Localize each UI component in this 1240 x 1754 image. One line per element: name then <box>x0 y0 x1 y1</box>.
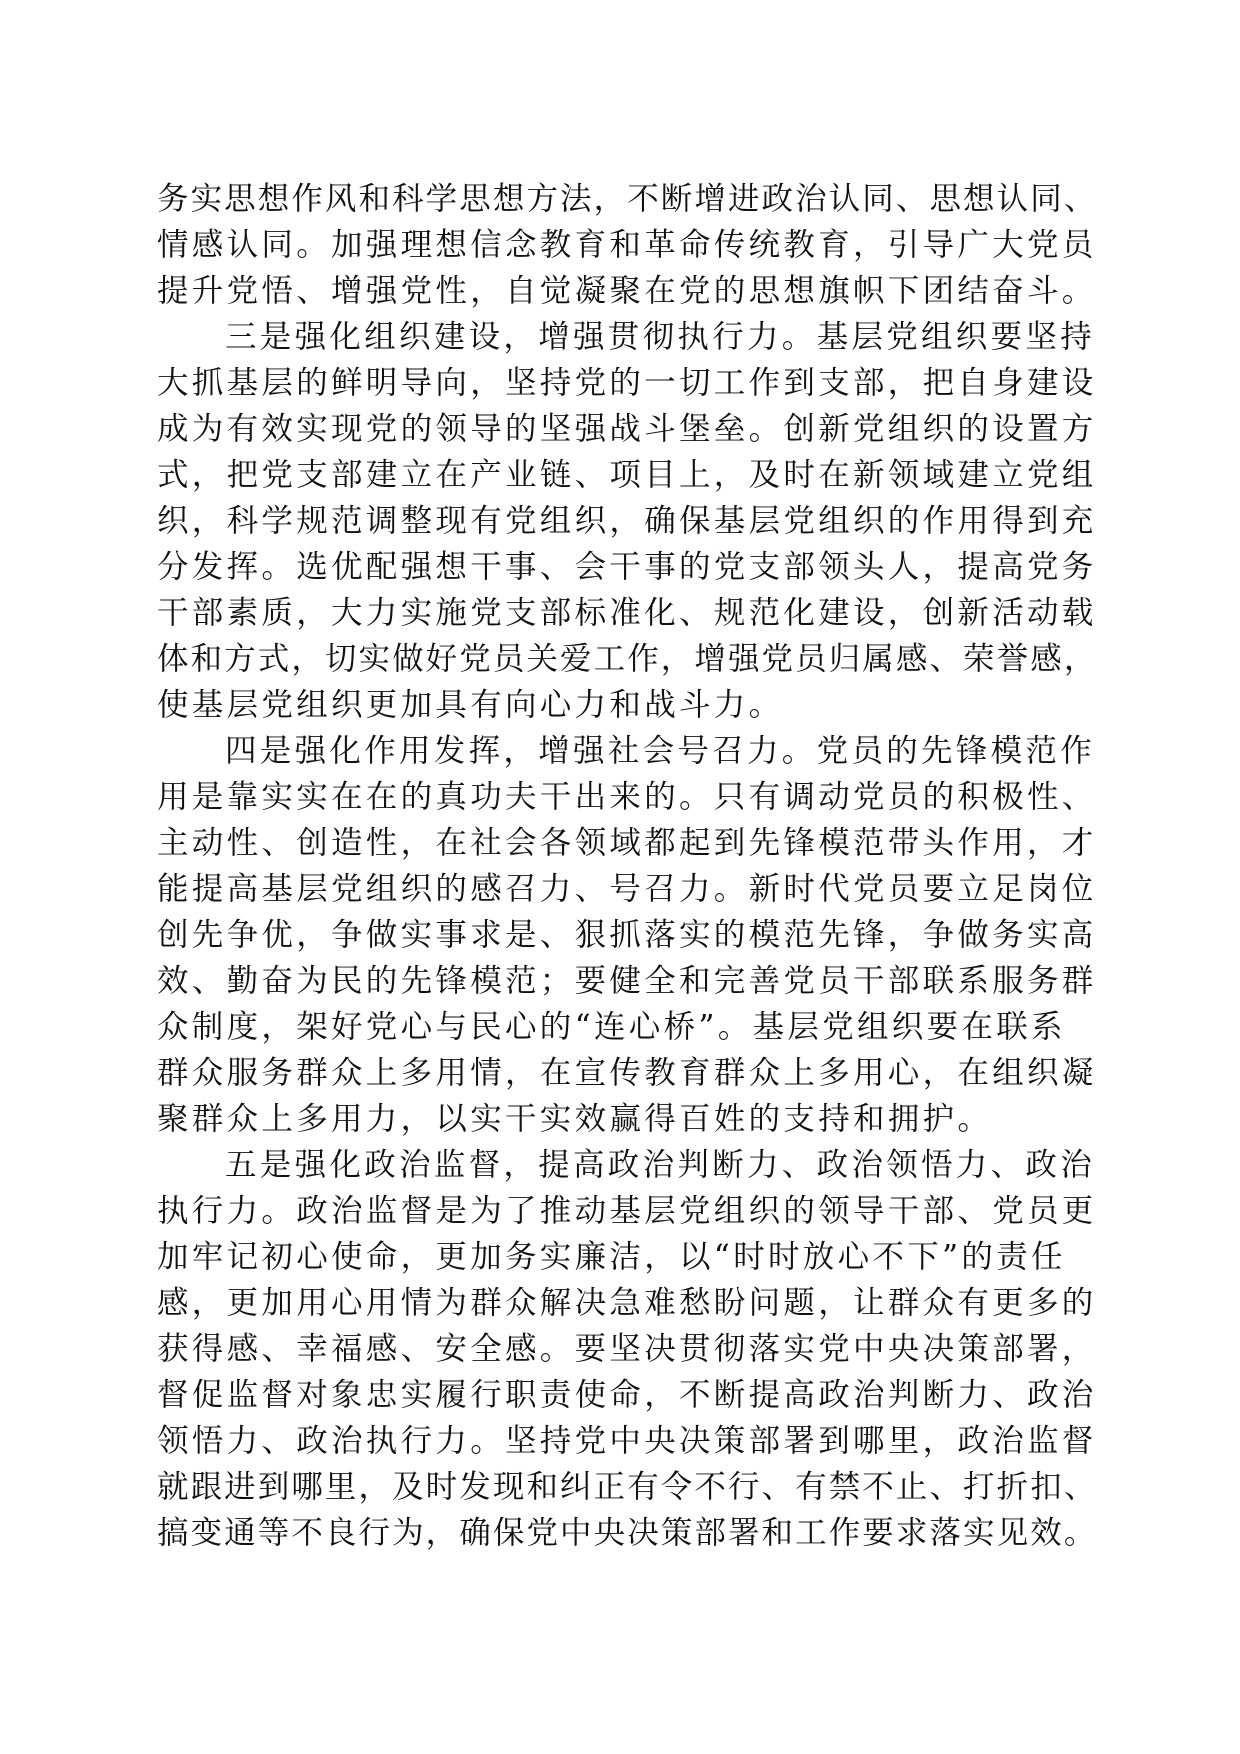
text-line: 感，更加用心用情为群众解决急难愁盼问题，让群众有更多的 <box>157 1285 1097 1321</box>
text-line: 情感认同。加强理想信念教育和革命传统教育，引导广大党员 <box>157 227 1097 263</box>
text-line: 聚群众上多用力，以实干实效赢得百姓的支持和拥护。 <box>157 1101 993 1137</box>
paragraph-first-line: 五是强化政治监督，提高政治判断力、政治领悟力、政治 <box>225 1147 1096 1183</box>
text-line: 效、勤奋为民的先锋模范；要健全和完善党员干部联系服务群 <box>157 963 1097 999</box>
text-line: 主动性、创造性，在社会各领域都起到先锋模范带头作用，才 <box>157 825 1097 861</box>
text-line: 大抓基层的鲜明导向，坚持党的一切工作到支部，把自身建设 <box>157 365 1097 401</box>
text-line: 体和方式，切实做好党员关爱工作，增强党员归属感、荣誉感， <box>157 641 1098 677</box>
text-line: 搞变通等不良行为，确保党中央决策部署和工作要求落实见效。 <box>157 1515 1098 1551</box>
text-line: 众制度，架好党心与民心的“连心桥”。基层党组织要在联系 <box>157 1009 1066 1045</box>
text-line: 使基层党组织更加具有向心力和战斗力。 <box>157 687 784 723</box>
text-line: 干部素质，大力实施党支部标准化、规范化建设，创新活动载 <box>157 595 1097 631</box>
text-line: 领悟力、政治执行力。坚持党中央决策部署到哪里，政治监督 <box>157 1423 1097 1459</box>
text-line: 群众服务群众上多用情，在宣传教育群众上多用心，在组织凝 <box>157 1055 1097 1091</box>
text-line: 用是靠实实在在的真功夫干出来的。只有调动党员的积极性、 <box>157 779 1097 815</box>
text-line: 务实思想作风和科学思想方法，不断增进政治认同、思想认同、 <box>157 181 1098 217</box>
text-line: 能提高基层党组织的感召力、号召力。新时代党员要立足岗位 <box>157 871 1097 907</box>
text-line: 分发挥。选优配强想干事、会干事的党支部领头人，提高党务 <box>157 549 1097 585</box>
text-line: 获得感、幸福感、安全感。要坚决贯彻落实党中央决策部署， <box>157 1331 1097 1367</box>
text-line: 就跟进到哪里，及时发现和纠正有令不行、有禁不止、打折扣、 <box>157 1469 1098 1505</box>
text-line: 式，把党支部建立在产业链、项目上，及时在新领域建立党组 <box>157 457 1097 493</box>
text-line: 创先争优，争做实事求是、狠抓落实的模范先锋，争做务实高 <box>157 917 1097 953</box>
paragraph-first-line: 四是强化作用发挥，增强社会号召力。党员的先锋模范作 <box>225 733 1096 769</box>
text-line: 加牢记初心使命，更加务实廉洁，以“时时放心不下”的责任 <box>157 1239 1066 1275</box>
text-line: 督促监督对象忠实履行职责使命，不断提高政治判断力、政治 <box>157 1377 1097 1413</box>
paragraph-first-line: 三是强化组织建设，增强贯彻执行力。基层党组织要坚持 <box>225 319 1096 355</box>
text-line: 提升党悟、增强党性，自觉凝聚在党的思想旗帜下团结奋斗。 <box>157 273 1097 309</box>
body-text <box>157 176 1097 1556</box>
text-line: 成为有效实现党的领导的坚强战斗堡垒。创新党组织的设置方 <box>157 411 1097 447</box>
text-line: 织，科学规范调整现有党组织，确保基层党组织的作用得到充 <box>157 503 1097 539</box>
text-line: 执行力。政治监督是为了推动基层党组织的领导干部、党员更 <box>157 1193 1097 1229</box>
